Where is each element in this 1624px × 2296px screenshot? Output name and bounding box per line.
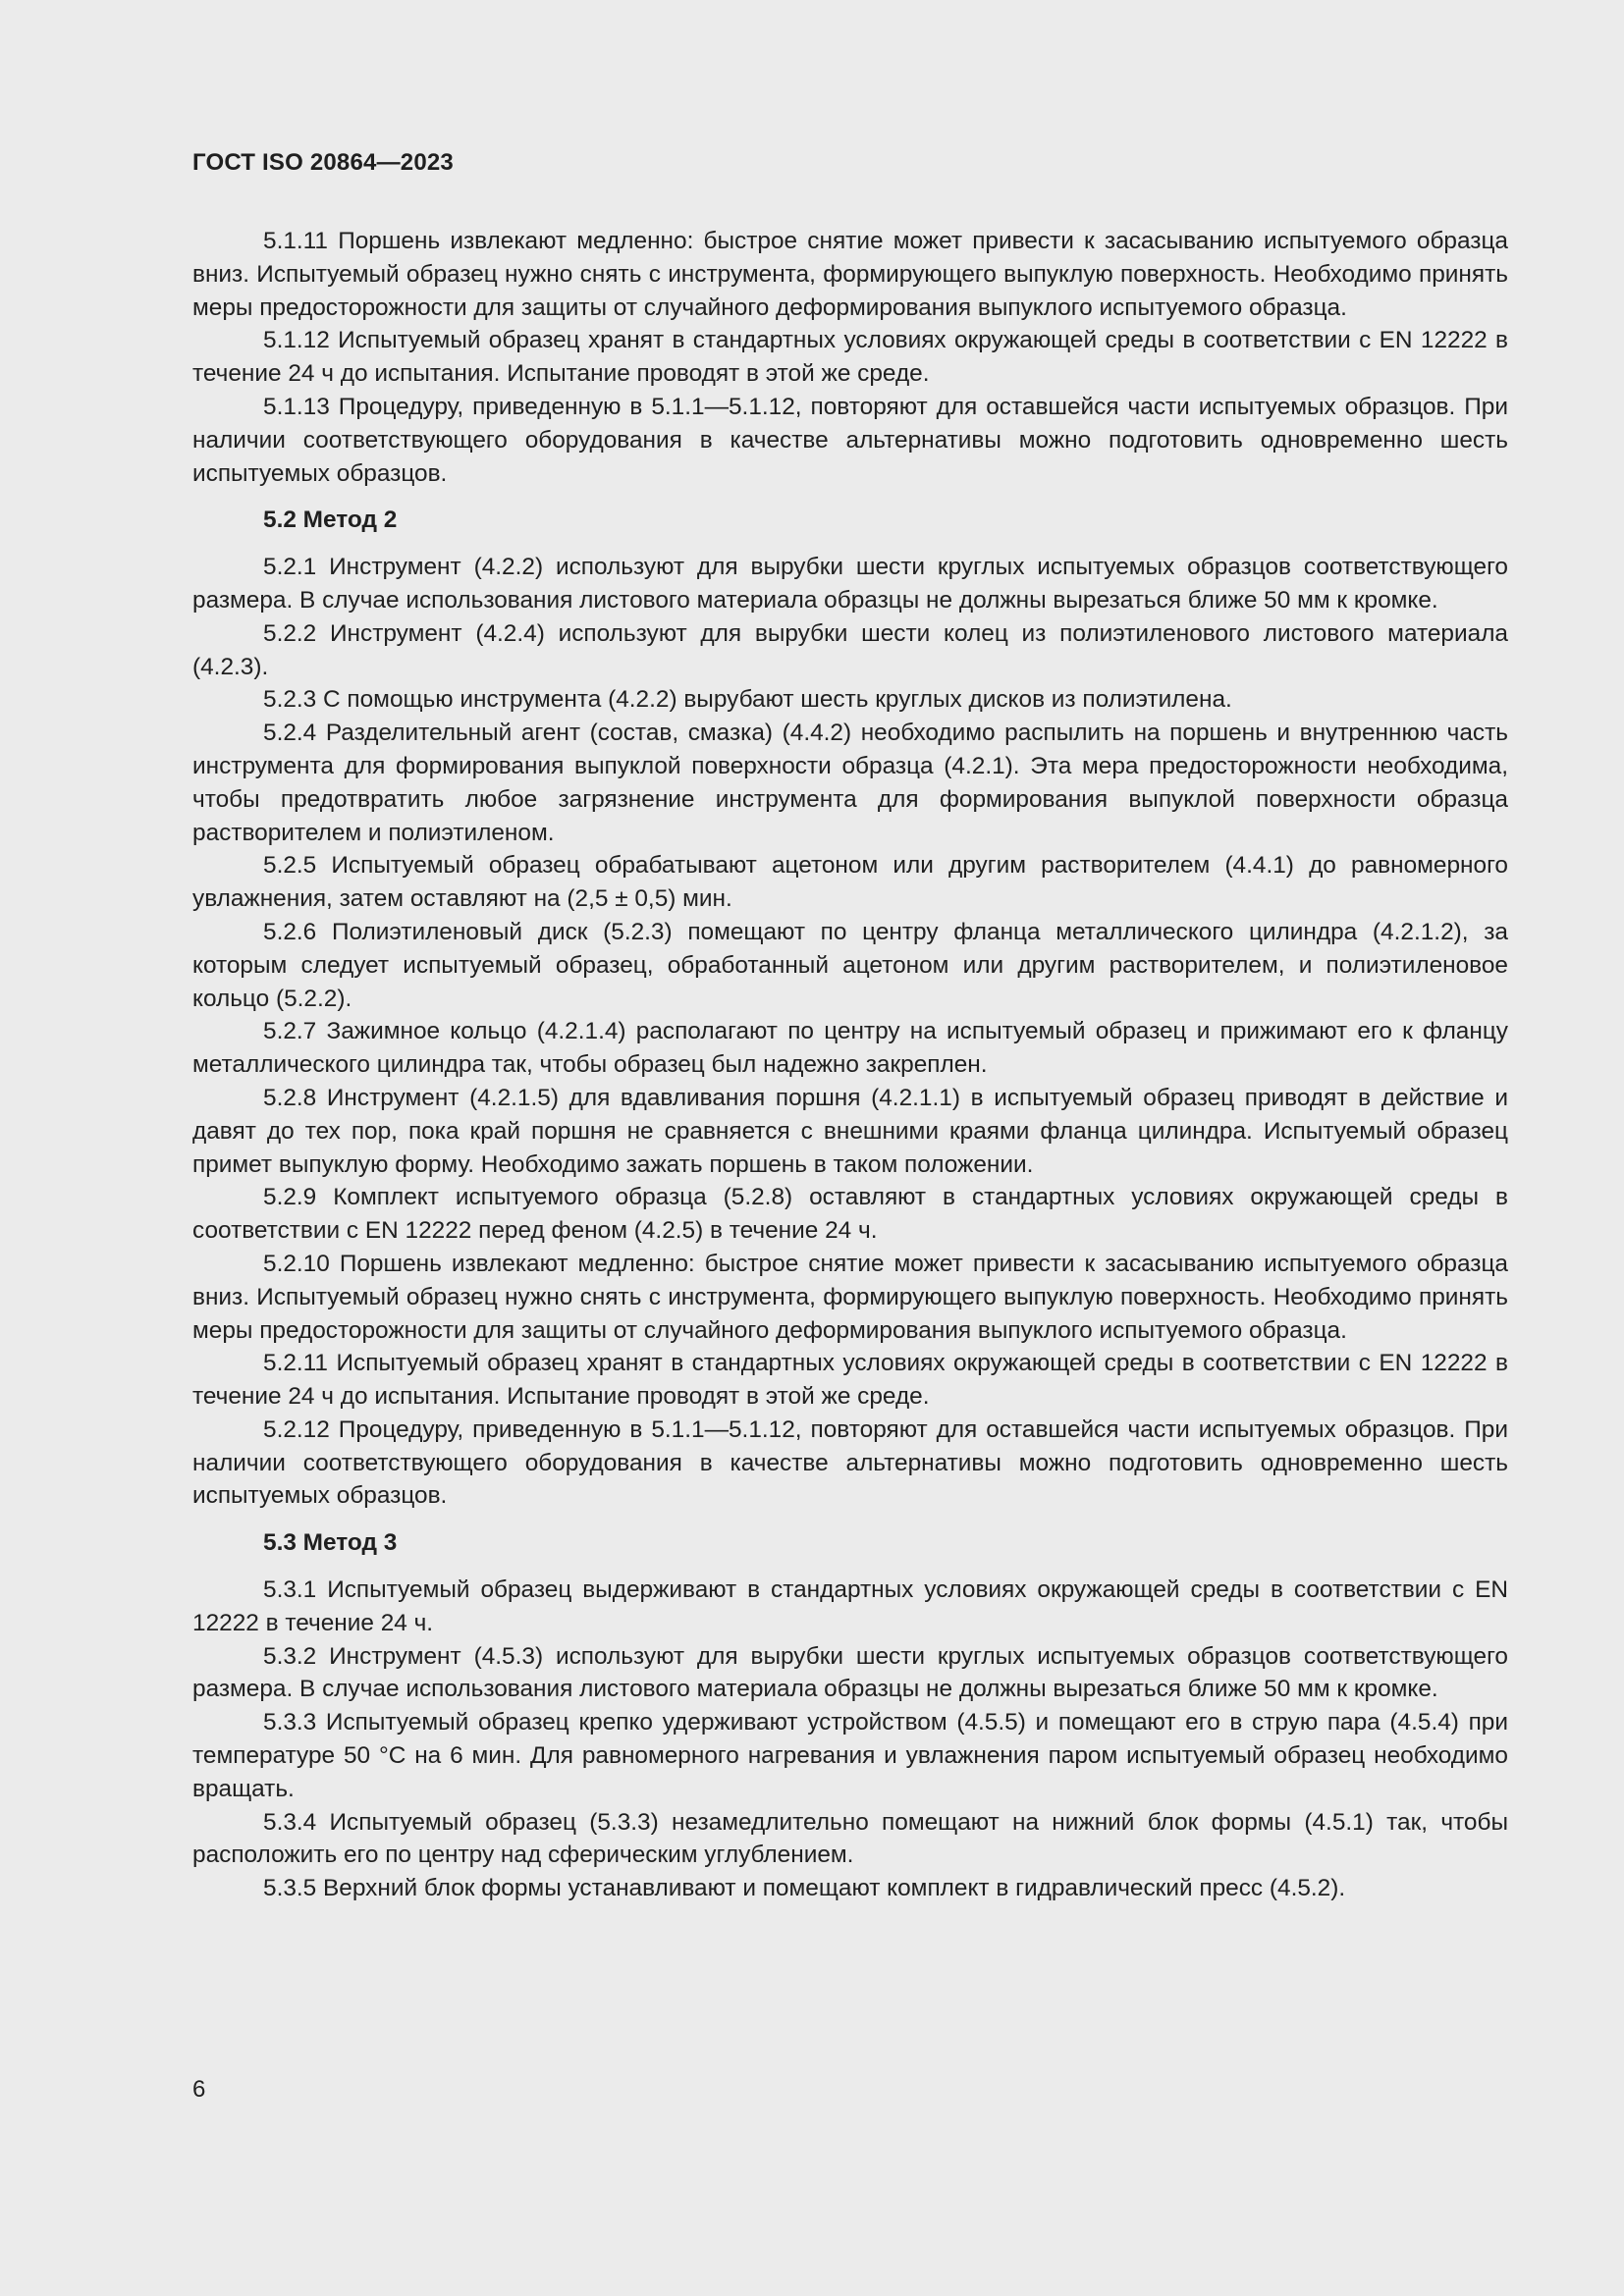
paragraph-5-3-4: 5.3.4 Испытуемый образец (5.3.3) незамедлительно помещают на нижний блок формы (4.5.1) так, чтобы расположить его по центру над сферическим углублением. [192,1808,1508,1869]
paragraph-5-1-13: 5.1.13 Процедуру, приведенную в 5.1.1—5.1.12, повторяют для оставшейся части испытуемых образцов. При наличии соответствующего оборудования в качестве альтернативы можно подготовить одновременно шесть испытуемых образцов. [192,393,1508,487]
document-header-title: ГОСТ ISO 20864—2023 [192,149,454,176]
paragraph-5-2-11: 5.2.11 Испытуемый образец хранят в стандартных условиях окружающей среды в соответствии с EN 12222 в течение 24 ч до испытания. Испытание проводят в этой же среде. [192,1350,1508,1411]
paragraph-5-2-8: 5.2.8 Инструмент (4.2.1.5) для вдавливания поршня (4.2.1.1) в испытуемый образец приводят в действие и давят до тех пор, пока край поршня не сравняется с внешними краями фланца цилиндра. Испытуемый образец примет выпуклую форму. Необходимо зажать поршень в таком положении. [192,1084,1508,1178]
paragraph-5-1-12: 5.1.12 Испытуемый образец хранят в стандартных условиях окружающей среды в соответствии с EN 12222 в течение 24 ч до испытания. Испытание проводят в этой же среде. [192,327,1508,388]
paragraph-5-2-12: 5.2.12 Процедуру, приведенную в 5.1.1—5.1.12, повторяют для оставшейся части испытуемых образцов. При наличии соответствующего оборудования в качестве альтернативы можно подготовить одновременно шесть испытуемых образцов. [192,1415,1508,1510]
paragraph-5-3-1: 5.3.1 Испытуемый образец выдерживают в стандартных условиях окружающей среды в соответствии с EN 12222 в течение 24 ч. [192,1576,1508,1636]
section-heading-5-2: 5.2 Метод 2 [263,507,398,534]
paragraph-5-3-3: 5.3.3 Испытуемый образец крепко удерживают устройством (4.5.5) и помещают его в струю пара (4.5.4) при температуре 50 °С на 6 мин. Для равномерного нагревания и увлажнения паром испытуемый образец необходимо вращать. [192,1709,1508,1802]
paragraph-5-3-5: 5.3.5 Верхний блок формы устанавливают и помещают комплект в гидравлический пресс (4.5.2). [263,1875,1346,1902]
section-heading-5-3: 5.3 Метод 3 [263,1529,398,1557]
paragraph-5-2-7: 5.2.7 Зажимное кольцо (4.2.1.4) располагают по центру на испытуемый образец и прижимают его к фланцу металлического цилиндра так, чтобы образец был надежно закреплен. [192,1018,1508,1079]
page-number: 6 [192,2076,206,2103]
paragraph-5-2-3: 5.2.3 С помощью инструмента (4.2.2) вырубают шесть круглых дисков из полиэтилена. [263,686,1232,714]
paragraph-5-2-9: 5.2.9 Комплект испытуемого образца (5.2.8) оставляют в стандартных условиях окружающей среды в соответствии с EN 12222 перед феном (4.2.5) в течение 24 ч. [192,1184,1508,1245]
document-page [192,0,1508,2296]
document-body [192,225,1508,1905]
paragraph-5-3-2: 5.3.2 Инструмент (4.5.3) используют для вырубки шести круглых испытуемых образцов соответствующего размера. В случае использования листового материала образцы не должны вырезаться ближе 50 мм к кромке. [192,1642,1508,1703]
paragraph-5-2-2: 5.2.2 Инструмент (4.2.4) используют для вырубки шести колец из полиэтиленового листового материала (4.2.3). [192,619,1508,680]
paragraph-5-2-10: 5.2.10 Поршень извлекают медленно: быстрое снятие может привести к засасыванию испытуемого образца вниз. Испытуемый образец нужно снять с инструмента, формирующего выпуклую поверхность. Необходимо принять меры предосторожности для защиты от случайного деформирования выпуклого испытуемого образца. [192,1250,1508,1344]
paragraph-5-1-11: 5.1.11 Поршень извлекают медленно: быстрое снятие может привести к засасыванию испытуемого образца вниз. Испытуемый образец нужно снять с инструмента, формирующего выпуклую поверхность. Необходимо принять меры предосторожности для защиты от случайного деформирования выпуклого испытуемого образца. [192,228,1508,321]
paragraph-5-2-1: 5.2.1 Инструмент (4.2.2) используют для вырубки шести круглых испытуемых образцов соответствующего размера. В случае использования листового материала образцы не должны вырезаться ближе 50 мм к кромке. [192,554,1508,614]
paragraph-5-2-6: 5.2.6 Полиэтиленовый диск (5.2.3) помещают по центру фланца металлического цилиндра (4.2.1.2), за которым следует испытуемый образец, обработанный ацетоном или другим растворителем, и полиэтиленовое кольцо (5.2.2). [192,918,1508,1012]
paragraph-5-2-5: 5.2.5 Испытуемый образец обрабатывают ацетоном или другим растворителем (4.4.1) до равномерного увлажнения, затем оставляют на (2,5 ± 0,5) мин. [192,852,1508,913]
paragraph-5-2-4: 5.2.4 Разделительный агент (состав, смазка) (4.4.2) необходимо распылить на поршень и внутреннюю часть инструмента для формирования выпуклой поверхности образца (4.2.1). Эта мера предосторожности необходима, чтобы предотвратить любое загрязнение инструмента для формирования выпуклой поверхности образца растворителем и полиэтиленом. [192,720,1508,846]
